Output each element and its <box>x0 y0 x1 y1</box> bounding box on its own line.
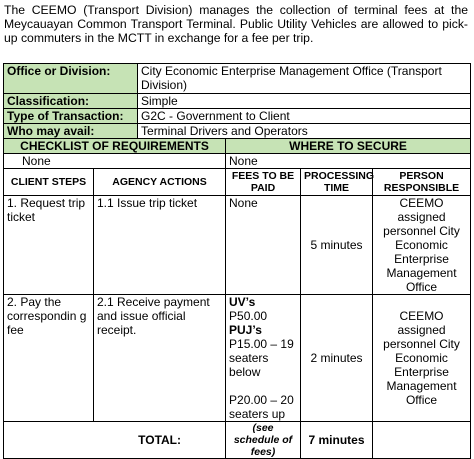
person-responsible-header: PERSON RESPONSIBLE <box>373 169 471 196</box>
fee-breakdown <box>226 295 301 422</box>
fee-uv-amount: P50.00 <box>229 309 268 323</box>
fee-uv-label: UV’s <box>229 295 256 309</box>
intro-paragraph: The CEEMO (Transport Division) manages the collection of terminal fees at the Meycauayan Common Transport Terminal. Public Utility Vehicles are allowed to pick-up commuters in the MCTT in exchange for a fee per trip. <box>4 3 468 45</box>
steps-header-row <box>4 169 471 196</box>
checklist-header: CHECKLIST OF REQUIREMENTS <box>4 139 226 154</box>
fee-puj-amount-1: P15.00 – 19 seaters below <box>229 337 294 379</box>
transaction-type-label: Type of Transaction: <box>4 109 138 124</box>
client-step: 1. Request trip ticket <box>4 196 94 295</box>
fee-value: None <box>226 196 301 295</box>
fees-header: FEES TO BE PAID <box>226 169 301 196</box>
who-may-avail-value: Terminal Drivers and Operators <box>138 124 471 139</box>
person-responsible: CEEMO assigned personnel City Economic Enterprise Management Office <box>373 196 471 295</box>
classification-label: Classification: <box>4 94 138 109</box>
office-label: Office or Division: <box>4 64 138 94</box>
where-to-secure-header: WHERE TO SECURE <box>226 139 471 154</box>
classification-value: Simple <box>138 94 471 109</box>
table-row <box>4 295 471 422</box>
person-responsible: CEEMO assigned personnel City Economic Enterprise Management Office <box>373 295 471 422</box>
table-row <box>4 196 471 295</box>
who-may-avail-row <box>4 124 471 139</box>
total-time: 7 minutes <box>301 422 373 459</box>
citizen-charter-table <box>3 63 471 459</box>
checklist-row <box>4 154 471 169</box>
classification-row <box>4 94 471 109</box>
processing-time: 5 minutes <box>301 196 373 295</box>
agency-action: 1.1 Issue trip ticket <box>94 196 226 295</box>
transaction-type-value: G2C - Government to Client <box>138 109 471 124</box>
agency-action: 2.1 Receive payment and issue official receipt. <box>94 295 226 422</box>
processing-time: 2 minutes <box>301 295 373 422</box>
processing-time-header: PROCESSING TIME <box>301 169 373 196</box>
who-may-avail-label: Who may avail: <box>4 124 138 139</box>
office-row <box>4 64 471 94</box>
total-fee: (see schedule of fees) <box>226 422 301 459</box>
total-label: TOTAL: <box>4 422 226 459</box>
where-to-secure-value: None <box>226 154 471 169</box>
fee-puj-label: PUJ’s <box>229 323 262 337</box>
client-steps-header: CLIENT STEPS <box>4 169 94 196</box>
fee-puj-amount-2: P20.00 – 20 seaters up <box>229 393 294 421</box>
agency-actions-header: AGENCY ACTIONS <box>94 169 226 196</box>
office-value: City Economic Enterprise Management Office (Transport Division) <box>138 64 471 94</box>
requirement-value: None <box>4 154 226 169</box>
transaction-type-row <box>4 109 471 124</box>
checklist-header-row <box>4 139 471 154</box>
client-step: 2. Pay the correspondin g fee <box>4 295 94 422</box>
